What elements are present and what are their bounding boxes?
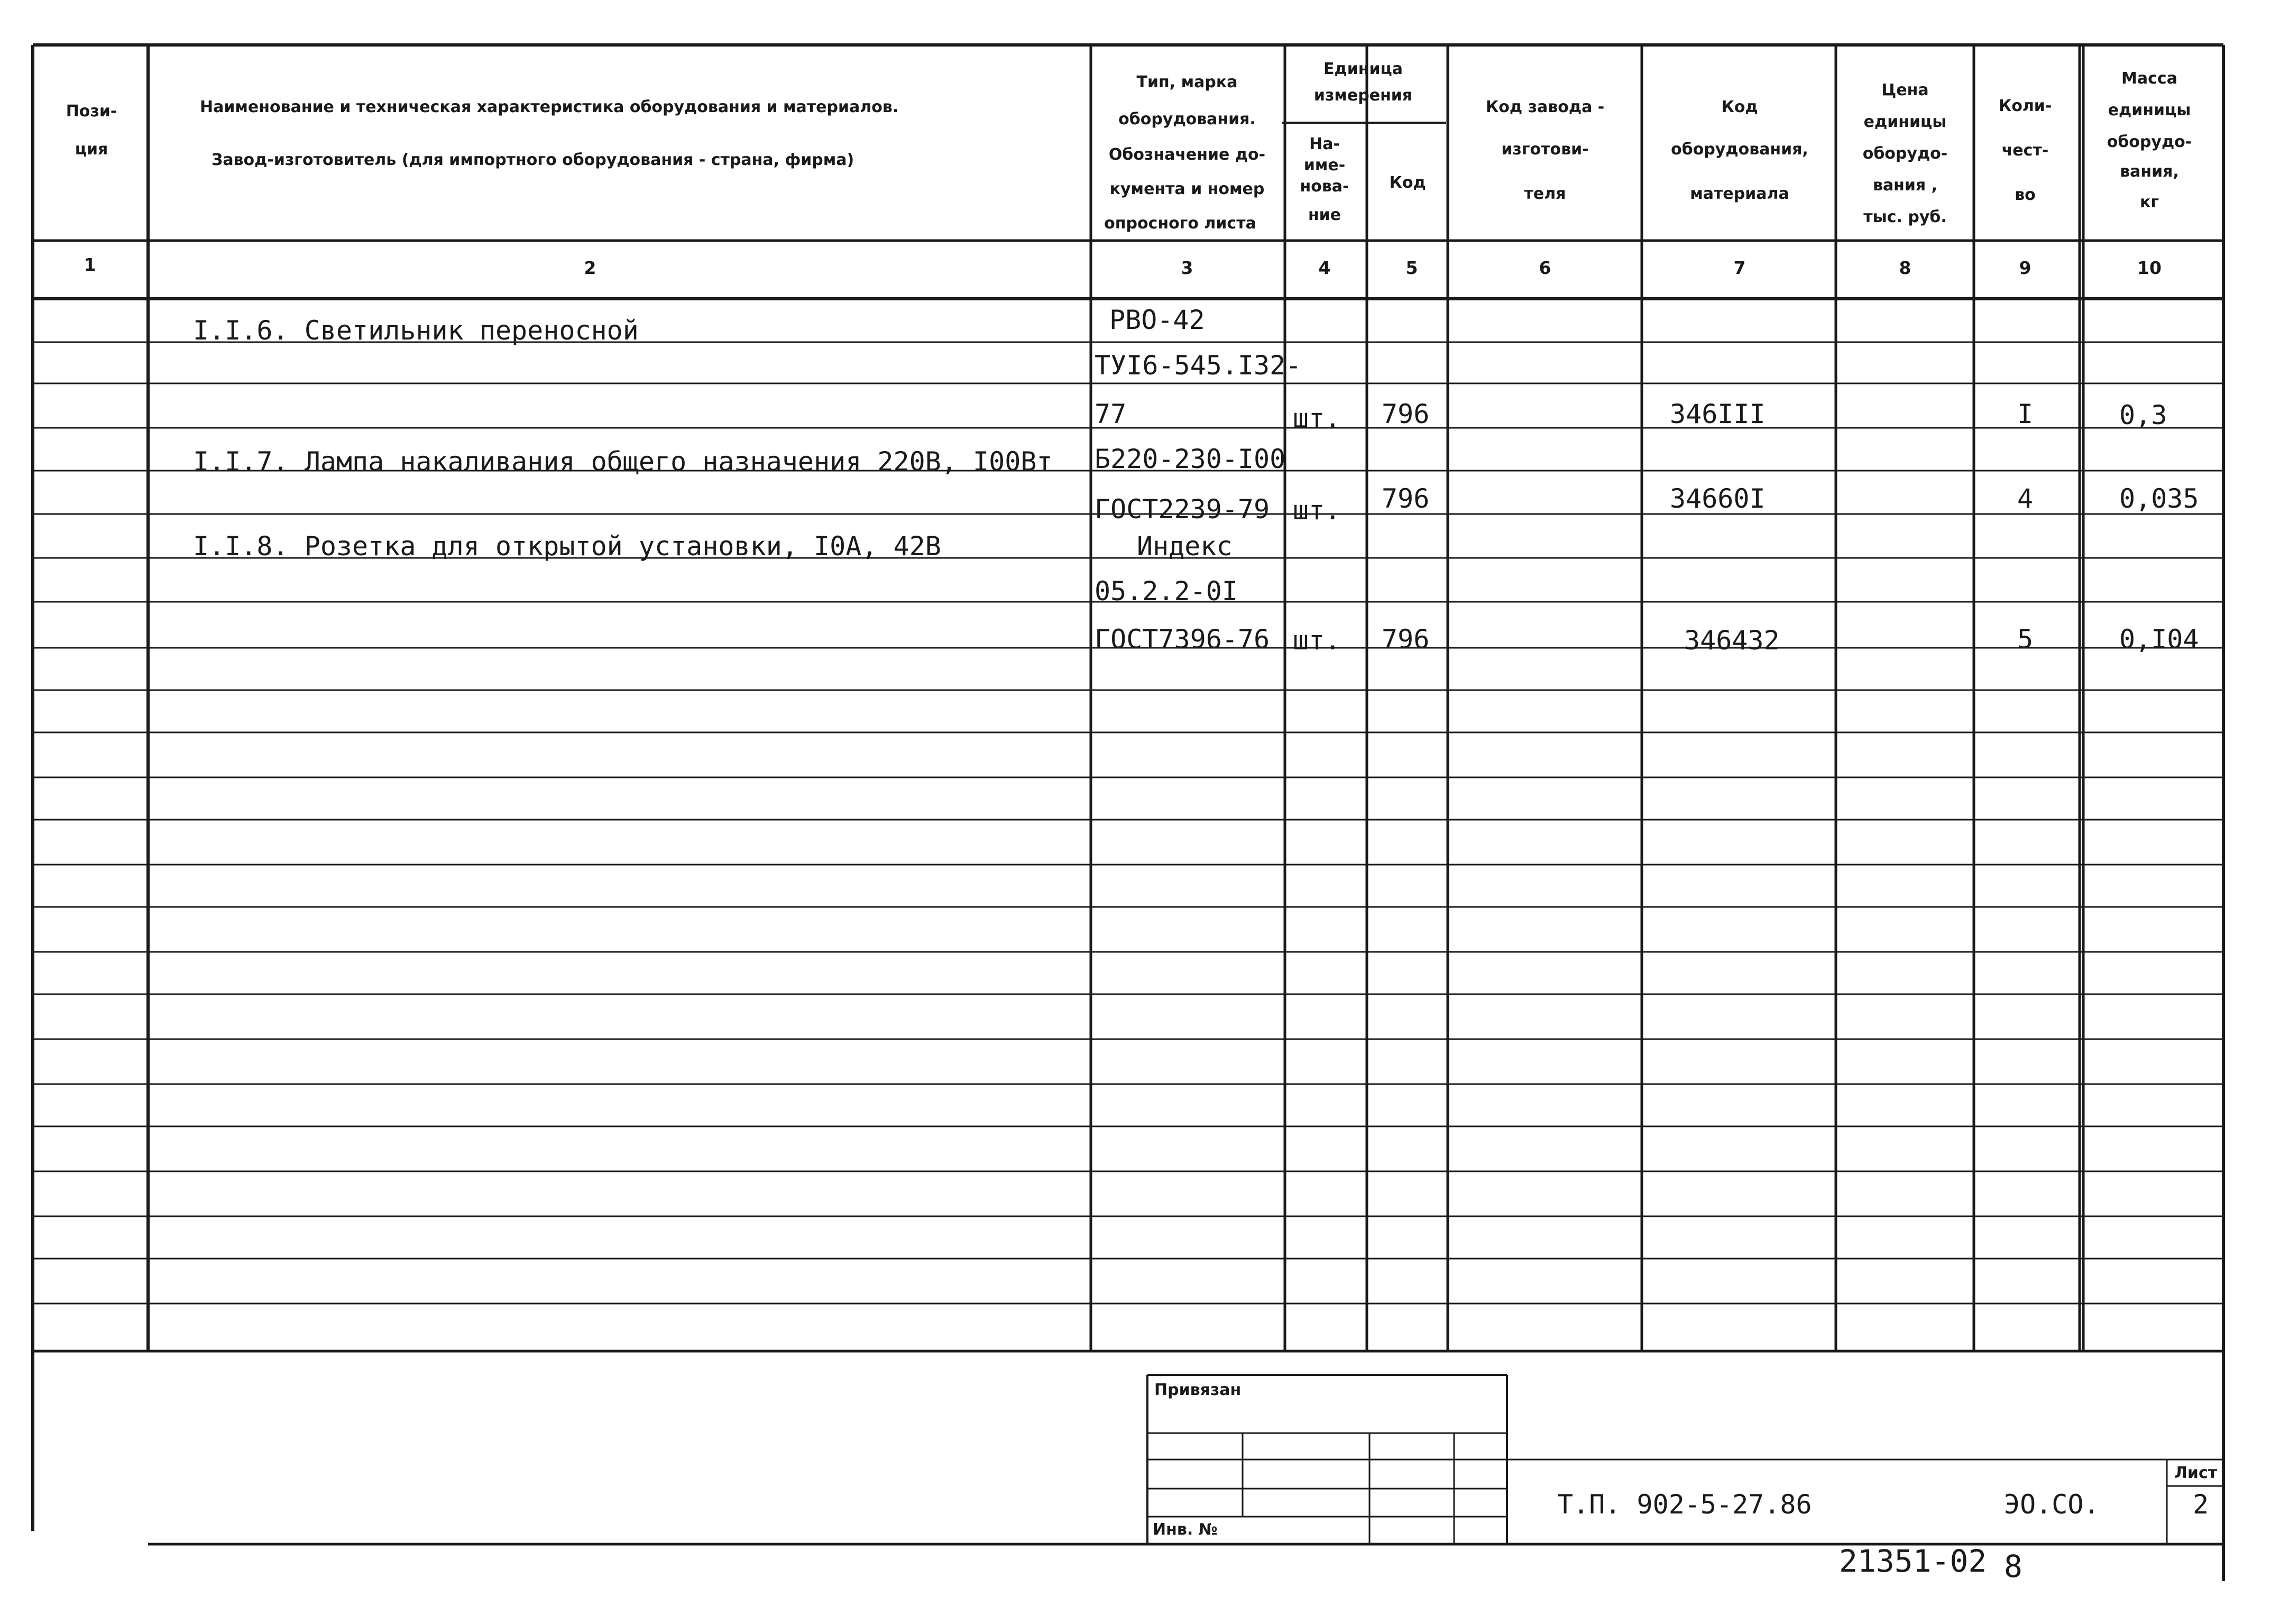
header-type-line3: Обозначение до- — [1108, 145, 1266, 164]
table-grid — [33, 45, 2223, 1581]
section-code: ЭО.СО. — [2004, 1489, 2100, 1520]
row-8-material-code: 346432 — [1684, 625, 1780, 656]
header-mass-line2: единицы — [2108, 101, 2191, 120]
sheet-number: 2 — [2192, 1489, 2209, 1520]
header-price-line3: оборудо- — [1862, 144, 1948, 163]
header-equipment-code-line1: Код — [1721, 98, 1758, 116]
header-quantity-line2: чест- — [2001, 141, 2049, 160]
row-2-type: ТУI6-545.I32- — [1095, 350, 1302, 381]
row-5-unit: шт. — [1293, 495, 1341, 526]
row-3-material-code: 346III — [1670, 399, 1766, 429]
column-number-6: 6 — [1539, 258, 1551, 278]
header-type-line1: Тип, марка — [1136, 73, 1238, 91]
row-3-unit: шт. — [1293, 403, 1341, 434]
column-number-3: 3 — [1181, 258, 1193, 278]
header-unit-name-line1: На- — [1309, 135, 1340, 153]
column-number-4: 4 — [1318, 258, 1331, 278]
row-3-type: 77 — [1095, 399, 1127, 429]
row-5-quantity: 4 — [2017, 483, 2034, 514]
header-unit-name-line2: имe- — [1303, 156, 1346, 175]
row-5-material-code: 34660I — [1670, 483, 1766, 514]
header-mass-line4: вания, — [2120, 162, 2179, 181]
handwritten-inventory-number: 21351-02 — [1839, 1543, 1987, 1579]
header-name-line2: Завод-изготовитель (для импортного оборудования - страна, фирма) — [212, 151, 854, 169]
header-type-line2: оборудования. — [1118, 110, 1256, 129]
header-price-line2: единицы — [1863, 113, 1947, 131]
header-maker-code-line2: изготови- — [1501, 140, 1589, 159]
header-mass-line5: кг — [2139, 193, 2159, 212]
row-1-type: РВО-42 — [1109, 305, 1205, 335]
header-unit-name-line4: ние — [1308, 206, 1341, 224]
header-unit-code: Код — [1389, 173, 1426, 192]
header-type-line4: кумента и номер — [1109, 180, 1265, 198]
column-number-7: 7 — [1733, 258, 1746, 278]
header-price-line4: вания , — [1872, 176, 1938, 195]
row-1-name: I.I.6. Светильник переносной — [193, 315, 639, 346]
row-4-name: I.I.7. Лампа накаливания общего назначения 220В, I00Вт — [193, 446, 1053, 477]
page-number: 8 — [2004, 1548, 2022, 1584]
row-5-type: ГОСТ2239-79 — [1095, 494, 1270, 525]
header-maker-code-line3: теля — [1524, 185, 1566, 203]
header-unit-line1: Единица — [1323, 60, 1403, 78]
header-maker-code-line1: Код завода - — [1485, 98, 1605, 116]
stamp-linked-label: Привязан — [1154, 1381, 1242, 1399]
row-8-mass: 0,I04 — [2119, 624, 2199, 655]
row-8-type: ГОСТ7396-76 — [1095, 624, 1270, 655]
row-7-type: 05.2.2-0I — [1095, 576, 1238, 607]
header-position-line1: Пози- — [66, 102, 117, 121]
header-quantity-line1: Коли- — [1998, 97, 2052, 115]
row-3-quantity: I — [2017, 399, 2034, 429]
row-4-type: Б220-230-I00 — [1095, 444, 1286, 474]
row-6-name: I.I.8. Розетка для открытой установки, I0А, 42В — [193, 531, 941, 562]
column-number-10: 10 — [2137, 258, 2162, 278]
sheet-label: Лист — [2174, 1464, 2218, 1482]
column-number-9: 9 — [2019, 258, 2031, 278]
header-equipment-code-line3: материала — [1690, 185, 1789, 203]
column-number-8: 8 — [1899, 258, 1911, 278]
document-code: Т.П. 902-5-27.86 — [1557, 1489, 1812, 1520]
column-number-5: 5 — [1405, 258, 1418, 278]
row-8-quantity: 5 — [2017, 624, 2034, 655]
header-quantity-line3: во — [2015, 186, 2036, 204]
stamp-inventory-label: Инв. № — [1153, 1520, 1218, 1539]
row-6-type: Индекс — [1137, 531, 1233, 562]
row-8-code: 796 — [1382, 624, 1430, 655]
header-price-line1: Цена — [1881, 81, 1929, 99]
header-mass-line3: оборудо- — [2107, 133, 2192, 151]
header-type-line5: опросного листа — [1104, 214, 1256, 233]
row-8-unit: шт. — [1293, 625, 1341, 656]
row-5-code: 796 — [1382, 483, 1430, 514]
header-mass-line1: Масса — [2121, 69, 2177, 88]
row-5-mass: 0,035 — [2119, 483, 2199, 514]
column-number-2: 2 — [584, 258, 596, 278]
column-number-1: 1 — [84, 254, 96, 275]
header-position-line2: ция — [75, 140, 108, 159]
row-3-mass: 0,3 — [2119, 400, 2167, 430]
header-equipment-code-line2: оборудования, — [1671, 140, 1808, 159]
header-unit-line2: измерения — [1313, 86, 1413, 105]
header-price-line5: тыс. руб. — [1863, 208, 1947, 226]
header-unit-name-line3: нова- — [1300, 177, 1349, 196]
header-name-line1: Наименование и техническая характеристика оборудования и материалов. — [200, 98, 899, 116]
row-3-code: 796 — [1382, 399, 1430, 429]
